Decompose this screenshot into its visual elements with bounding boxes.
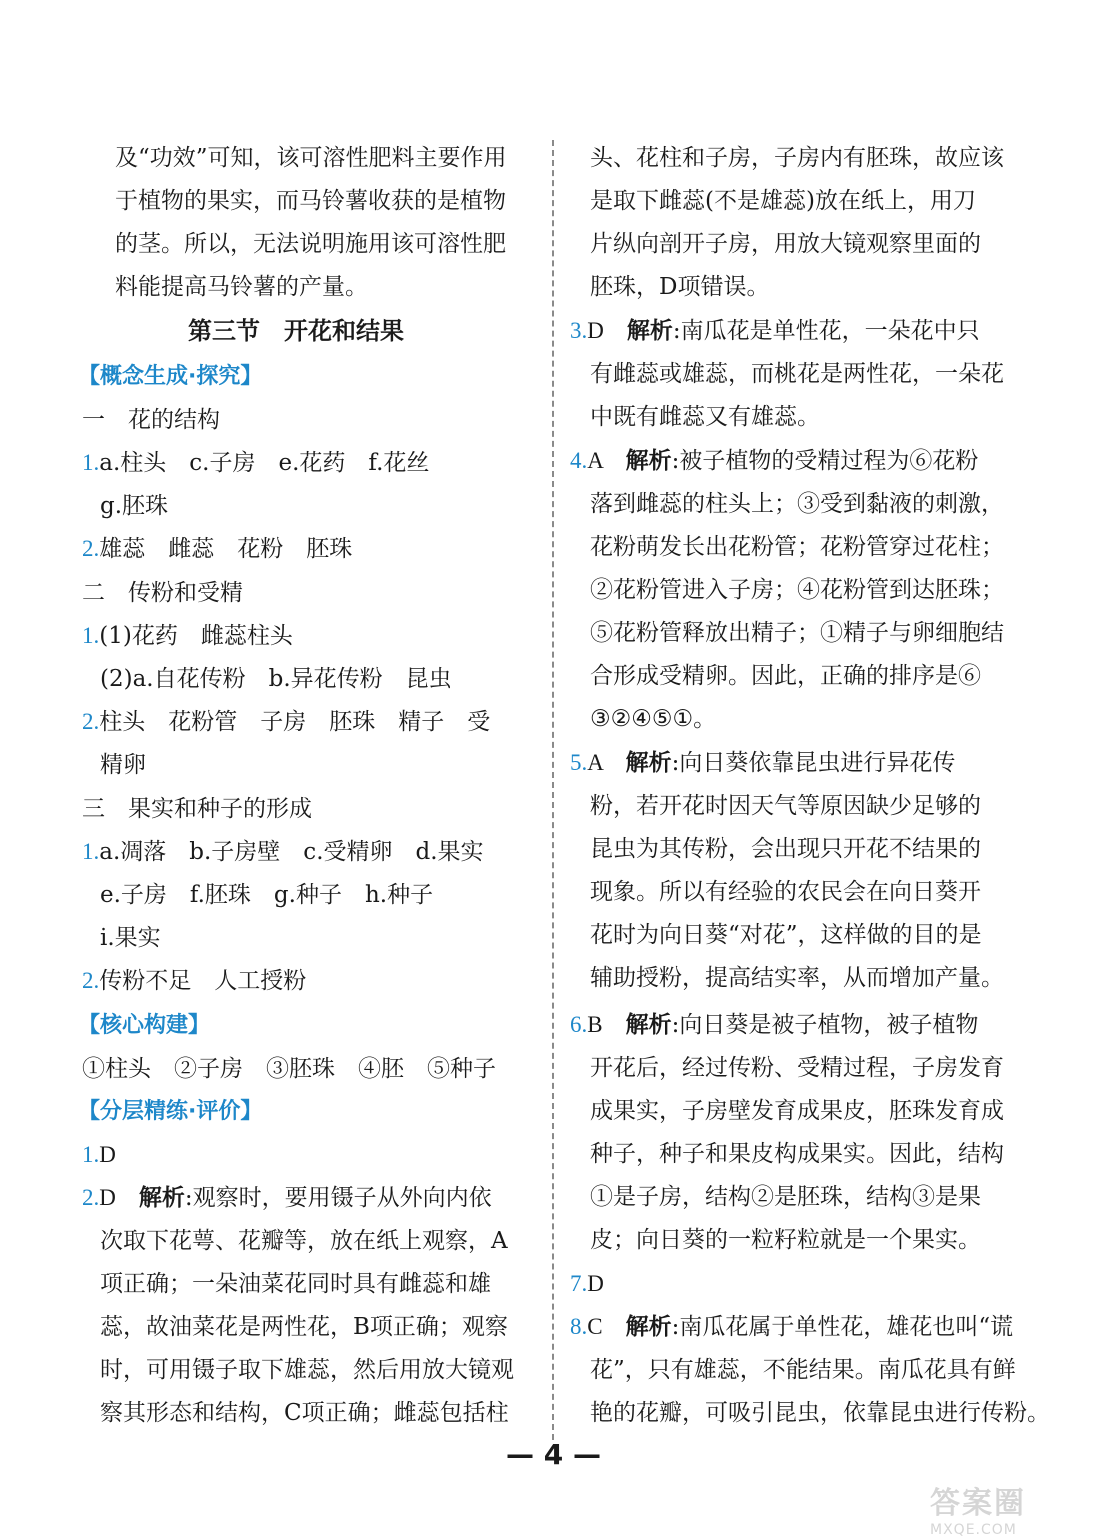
- analysis-text: 花粉萌发长出花粉管；花粉管穿过花柱；: [590, 534, 1004, 560]
- item-number: 2.: [82, 709, 100, 734]
- analysis-text: 皮；向日葵的一粒籽粒就是一个果实。: [590, 1227, 981, 1253]
- analysis-label: 解析: [625, 1314, 672, 1340]
- item-number: 1.: [82, 1142, 100, 1167]
- analysis-label: 解析: [625, 1012, 672, 1038]
- analysis-text: ①是子房，结构②是胚珠，结构③是果: [590, 1184, 981, 1210]
- answer-item: [570, 1010, 978, 1040]
- answer-text: g.胚珠: [100, 493, 169, 519]
- answer-letter: C: [587, 1314, 626, 1339]
- text-line: 及“功效”可知，该可溶性肥料主要作用: [115, 145, 507, 171]
- answer-text: 雄蕊 雌蕊 花粉 胚珠: [99, 536, 353, 562]
- answer-letter: A: [587, 448, 626, 473]
- answer-item: [82, 621, 293, 651]
- section-title: 第三节 开花和结果: [188, 317, 404, 345]
- answer-text: 柱头 花粉管 子房 胚珠 精子 受: [99, 709, 491, 735]
- section-tag: 【概念生成·探究】: [78, 364, 263, 389]
- answer-text: 传粉不足 人工授粉: [99, 968, 307, 994]
- analysis-text: 时，可用镊子取下雄蕊，然后用放大镜观: [100, 1357, 514, 1383]
- analysis-text: 昆虫为其传粉，会出现只开花不结果的: [590, 836, 981, 862]
- page-number: — 4 —: [506, 1438, 601, 1471]
- analysis-text: 项正确；一朵油菜花同时具有雌蕊和雄: [100, 1271, 491, 1297]
- analysis-text: :向日葵依靠昆虫进行异花传: [671, 750, 956, 776]
- item-number: 1.: [82, 839, 100, 864]
- answer-text: e.子房 f.胚珠 g.种子 h.种子: [100, 882, 434, 908]
- item-number: 1.: [82, 450, 100, 475]
- answer-letter: A: [587, 750, 626, 775]
- analysis-text: 胚珠，D项错误。: [590, 274, 770, 300]
- analysis-text: 艳的花瓣，可吸引昆虫，依靠昆虫进行传粉。: [590, 1400, 1050, 1426]
- analysis-text: 花”，只有雄蕊，不能结果。南瓜花具有鲜: [590, 1357, 1016, 1383]
- section-tag: 【核心构建】: [78, 1013, 211, 1038]
- analysis-label: 解析: [625, 448, 672, 474]
- answer-item: [82, 448, 429, 478]
- subheading: 三 果实和种子的形成: [82, 796, 312, 822]
- analysis-text: 种子，种子和果皮构成果实。因此，结构: [590, 1141, 1004, 1167]
- analysis-text: 成果实，子房壁发育成果皮，胚珠发育成: [590, 1098, 1004, 1124]
- answer-text: 精卵: [100, 752, 146, 778]
- item-number: 4.: [570, 448, 588, 473]
- answer-text: a.柱头 c.子房 e.花药 f.花丝: [99, 450, 430, 476]
- analysis-text: 头、花柱和子房，子房内有胚珠，故应该: [590, 145, 1004, 171]
- answer-item: [82, 707, 490, 737]
- analysis-text: ⑤花粉管释放出精子；①精子与卵细胞结: [590, 620, 1004, 646]
- analysis-text: 辅助授粉，提高结实率，从而增加产量。: [590, 965, 1004, 991]
- analysis-text: 中既有雌蕊又有雄蕊。: [590, 404, 820, 430]
- answer-item: [570, 316, 980, 346]
- analysis-text: 察其形态和结构，C项正确；雌蕊包括柱: [100, 1400, 509, 1426]
- answer-item: [82, 534, 352, 564]
- analysis-text: 是取下雌蕊(不是雄蕊)放在纸上，用刀: [590, 188, 976, 214]
- item-number: 1.: [82, 623, 100, 648]
- item-number: 6.: [570, 1012, 588, 1037]
- watermark-url: MXQE.COM: [930, 1522, 1017, 1538]
- analysis-text: :南瓜花是单性花，一朵花中只: [672, 318, 980, 344]
- analysis-label: 解析: [626, 318, 673, 344]
- item-number: 2.: [82, 536, 100, 561]
- answer-letter: B: [587, 1012, 626, 1037]
- analysis-text: 现象。所以有经验的农民会在向日葵开: [590, 879, 981, 905]
- analysis-label: 解析: [138, 1185, 185, 1211]
- analysis-text: 合形成受精卵。因此，正确的排序是⑥: [590, 663, 981, 689]
- item-number: 5.: [570, 750, 588, 775]
- analysis-text: 次取下花萼、花瓣等，放在纸上观察，A: [100, 1228, 508, 1254]
- analysis-text: 落到雌蕊的柱头上；③受到黏液的刺激，: [590, 491, 1004, 517]
- section-tag: 【分层精练·评价】: [78, 1099, 263, 1124]
- answer-item: [570, 748, 955, 778]
- analysis-text: 粉，若开花时因天气等原因缺少足够的: [590, 793, 981, 819]
- analysis-text: 有雌蕊或雄蕊，而桃花是两性花，一朵花: [590, 361, 1004, 387]
- answer-letter: D: [99, 1142, 116, 1167]
- answer-item: [570, 446, 978, 476]
- answer-letter: D: [99, 1185, 139, 1210]
- analysis-text: 花时为向日葵“对花”，这样做的目的是: [590, 922, 982, 948]
- analysis-text: :向日葵是被子植物，被子植物: [671, 1012, 979, 1038]
- analysis-text: 开花后，经过传粉、受精过程，子房发育: [590, 1055, 1004, 1081]
- text-line: 料能提高马铃薯的产量。: [115, 274, 368, 300]
- analysis-text: :被子植物的受精过程为⑥花粉: [671, 448, 979, 474]
- column-divider: [552, 140, 554, 1440]
- answer-letter: D: [587, 318, 627, 343]
- watermark-logo: [930, 1478, 1095, 1538]
- answer-letter: D: [587, 1271, 604, 1296]
- answer-item: [82, 1140, 116, 1170]
- watermark-title: 答案圈: [930, 1486, 1026, 1521]
- answer-text: (2)a.自花传粉 b.异花传粉 昆虫: [100, 666, 452, 692]
- analysis-text: :观察时，要用镊子从外向内依: [184, 1185, 492, 1211]
- text-line: 于植物的果实，而马铃薯收获的是植物: [115, 188, 506, 214]
- analysis-text: :南瓜花属于单性花，雄花也叫“谎: [671, 1314, 1014, 1340]
- answer-item: [82, 837, 484, 867]
- item-number: 7.: [570, 1271, 588, 1296]
- answer-text: a.凋落 b.子房壁 c.受精卵 d.果实: [99, 839, 484, 865]
- analysis-text: 片纵向剖开子房，用放大镜观察里面的: [590, 231, 981, 257]
- subheading: 二 传粉和受精: [82, 580, 243, 606]
- analysis-label: 解析: [625, 750, 672, 776]
- answer-item: [570, 1312, 1013, 1342]
- analysis-text: ②花粉管进入子房；④花粉管到达胚珠；: [590, 577, 1004, 603]
- analysis-text: 蕊，故油菜花是两性花，B项正确；观察: [100, 1314, 508, 1340]
- answer-text: i.果实: [100, 925, 161, 951]
- item-number: 3.: [570, 318, 588, 343]
- answer-item: [82, 966, 306, 996]
- analysis-text: ③②④⑤①。: [590, 706, 717, 732]
- subheading: 一 花的结构: [82, 407, 220, 433]
- answer-item: [570, 1269, 604, 1299]
- item-number: 2.: [82, 968, 100, 993]
- item-number: 8.: [570, 1314, 588, 1339]
- answer-item: [82, 1183, 492, 1213]
- text-line: 的茎。所以，无法说明施用该可溶性肥: [115, 231, 506, 257]
- item-number: 2.: [82, 1185, 100, 1210]
- answer-text: ①柱头 ②子房 ③胚珠 ④胚 ⑤种子: [82, 1056, 496, 1082]
- answer-text: (1)花药 雌蕊柱头: [99, 623, 293, 649]
